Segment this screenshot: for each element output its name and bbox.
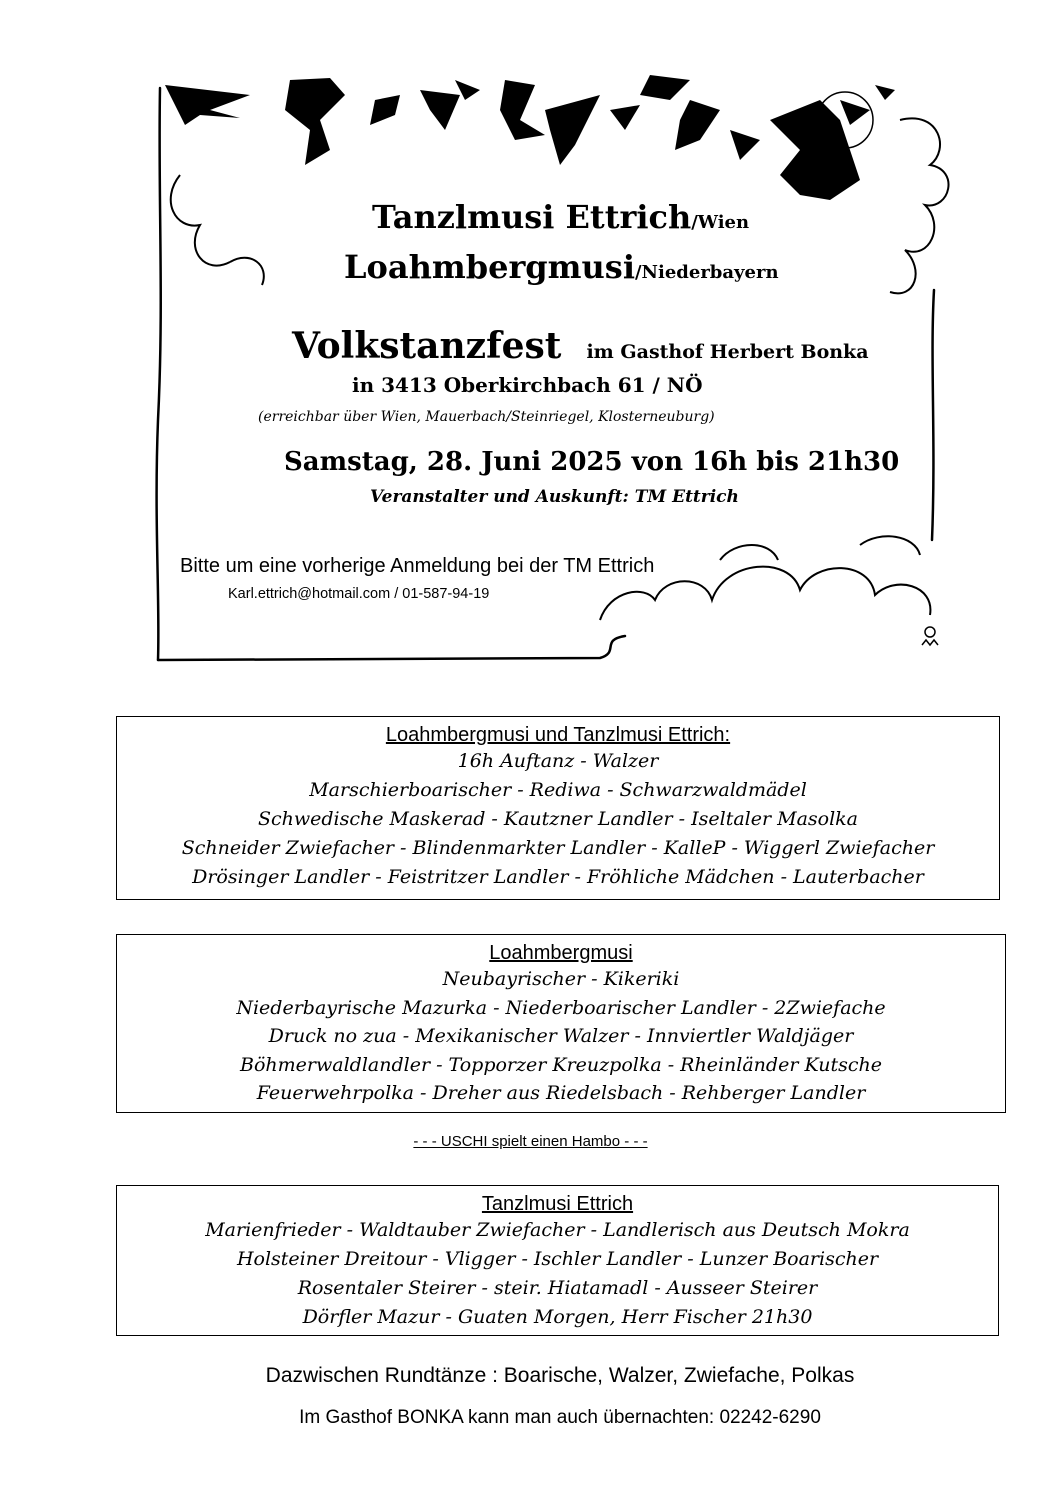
event-address: in 3413 Oberkirchbach 61 / NÖ: [352, 373, 703, 397]
signature-mark: [922, 627, 938, 645]
band1-name: Tanzlmusi Ettrich: [372, 198, 692, 236]
program-line: 16h Auftanz - Walzer: [457, 750, 659, 772]
reachability-note: (erreichbar über Wien, Mauerbach/Steinriegel, Klosterneuburg): [258, 409, 715, 425]
event-title: [292, 325, 869, 367]
program-line: Rosentaler Steirer - steir. Hiatamadl - Ausseer Steirer: [297, 1277, 818, 1299]
program-line: Schneider Zwiefacher - Blindenmarkter Landler - KalleP - Wiggerl Zwiefacher: [181, 837, 935, 859]
program-line: Marschierboarischer - Rediwa - Schwarzwaldmädel: [309, 779, 807, 801]
program-line: Feuerwehrpolka - Dreher aus Riedelsbach - Rehberger Landler: [256, 1082, 866, 1104]
event-name: Volkstanzfest: [292, 325, 562, 367]
program-box-ettrich: [116, 1185, 999, 1336]
program-box-loahmbergmusi: [116, 934, 1006, 1113]
band1-place: /Wien: [691, 212, 750, 233]
program-box-joint: [116, 716, 1000, 900]
program-line: Niederbayrische Mazurka - Niederboarischer Landler - 2Zwiefache: [236, 996, 886, 1019]
program-line: Böhmerwaldlandler - Topporzer Kreuzpolka - Rheinländer Kutsche: [240, 1053, 882, 1076]
registration-note: Bitte um eine vorherige Anmeldung bei der TM Ettrich: [180, 555, 655, 577]
event-venue: im Gasthof Herbert Bonka: [586, 341, 869, 363]
organizer-info: Veranstalter und Auskunft: TM Ettrich: [370, 487, 739, 507]
band-title-ettrich: [372, 198, 749, 236]
hambo-note: [0, 1133, 1058, 1150]
contact-info: Karl.ettrich@hotmail.com / 01-587-94-19: [228, 586, 490, 602]
program-line: Druck no zua - Mexikanischer Walzer - Innviertler Waldjäger: [268, 1025, 854, 1047]
program-heading: Tanzlmusi Ettrich: [481, 1193, 634, 1215]
program-line: Dörfler Mazur - Guaten Morgen, Herr Fischer 21h30: [302, 1306, 813, 1328]
band-title-loahmberg: [344, 248, 779, 286]
program-line: Drösinger Landler - Feistritzer Landler - Fröhliche Mädchen - Lauterbacher: [192, 866, 924, 888]
band2-name: Loahmbergmusi: [344, 248, 635, 286]
event-date: Samstag, 28. Juni 2025 von 16h bis 21h30: [284, 447, 900, 477]
program-heading: Loahmbergmusi und Tanzlmusi Ettrich:: [385, 724, 731, 746]
program-heading: Loahmbergmusi: [489, 942, 633, 964]
band2-place: /Niederbayern: [634, 262, 779, 283]
program-line: Neubayrischer - Kikeriki: [442, 968, 680, 990]
overnight-note: Im Gasthof BONKA kann man auch übernachten: 02242-6290: [299, 1407, 821, 1428]
program-line: Marienfrieder - Waldtauber Zwiefacher - Landlerisch aus Deutsch Mokra: [205, 1219, 910, 1241]
hambo-text: - - - USCHI spielt einen Hambo - - -: [413, 1133, 648, 1150]
program-line: Schwedische Maskerad - Kautzner Landler - Iseltaler Masolka: [257, 808, 859, 830]
program-line: Holsteiner Dreitour - Vligger - Ischler Landler - Lunzer Boarischer: [236, 1248, 879, 1270]
round-dances-note: Dazwischen Rundtänze : Boarische, Walzer, Zwiefache, Polkas: [265, 1364, 855, 1387]
